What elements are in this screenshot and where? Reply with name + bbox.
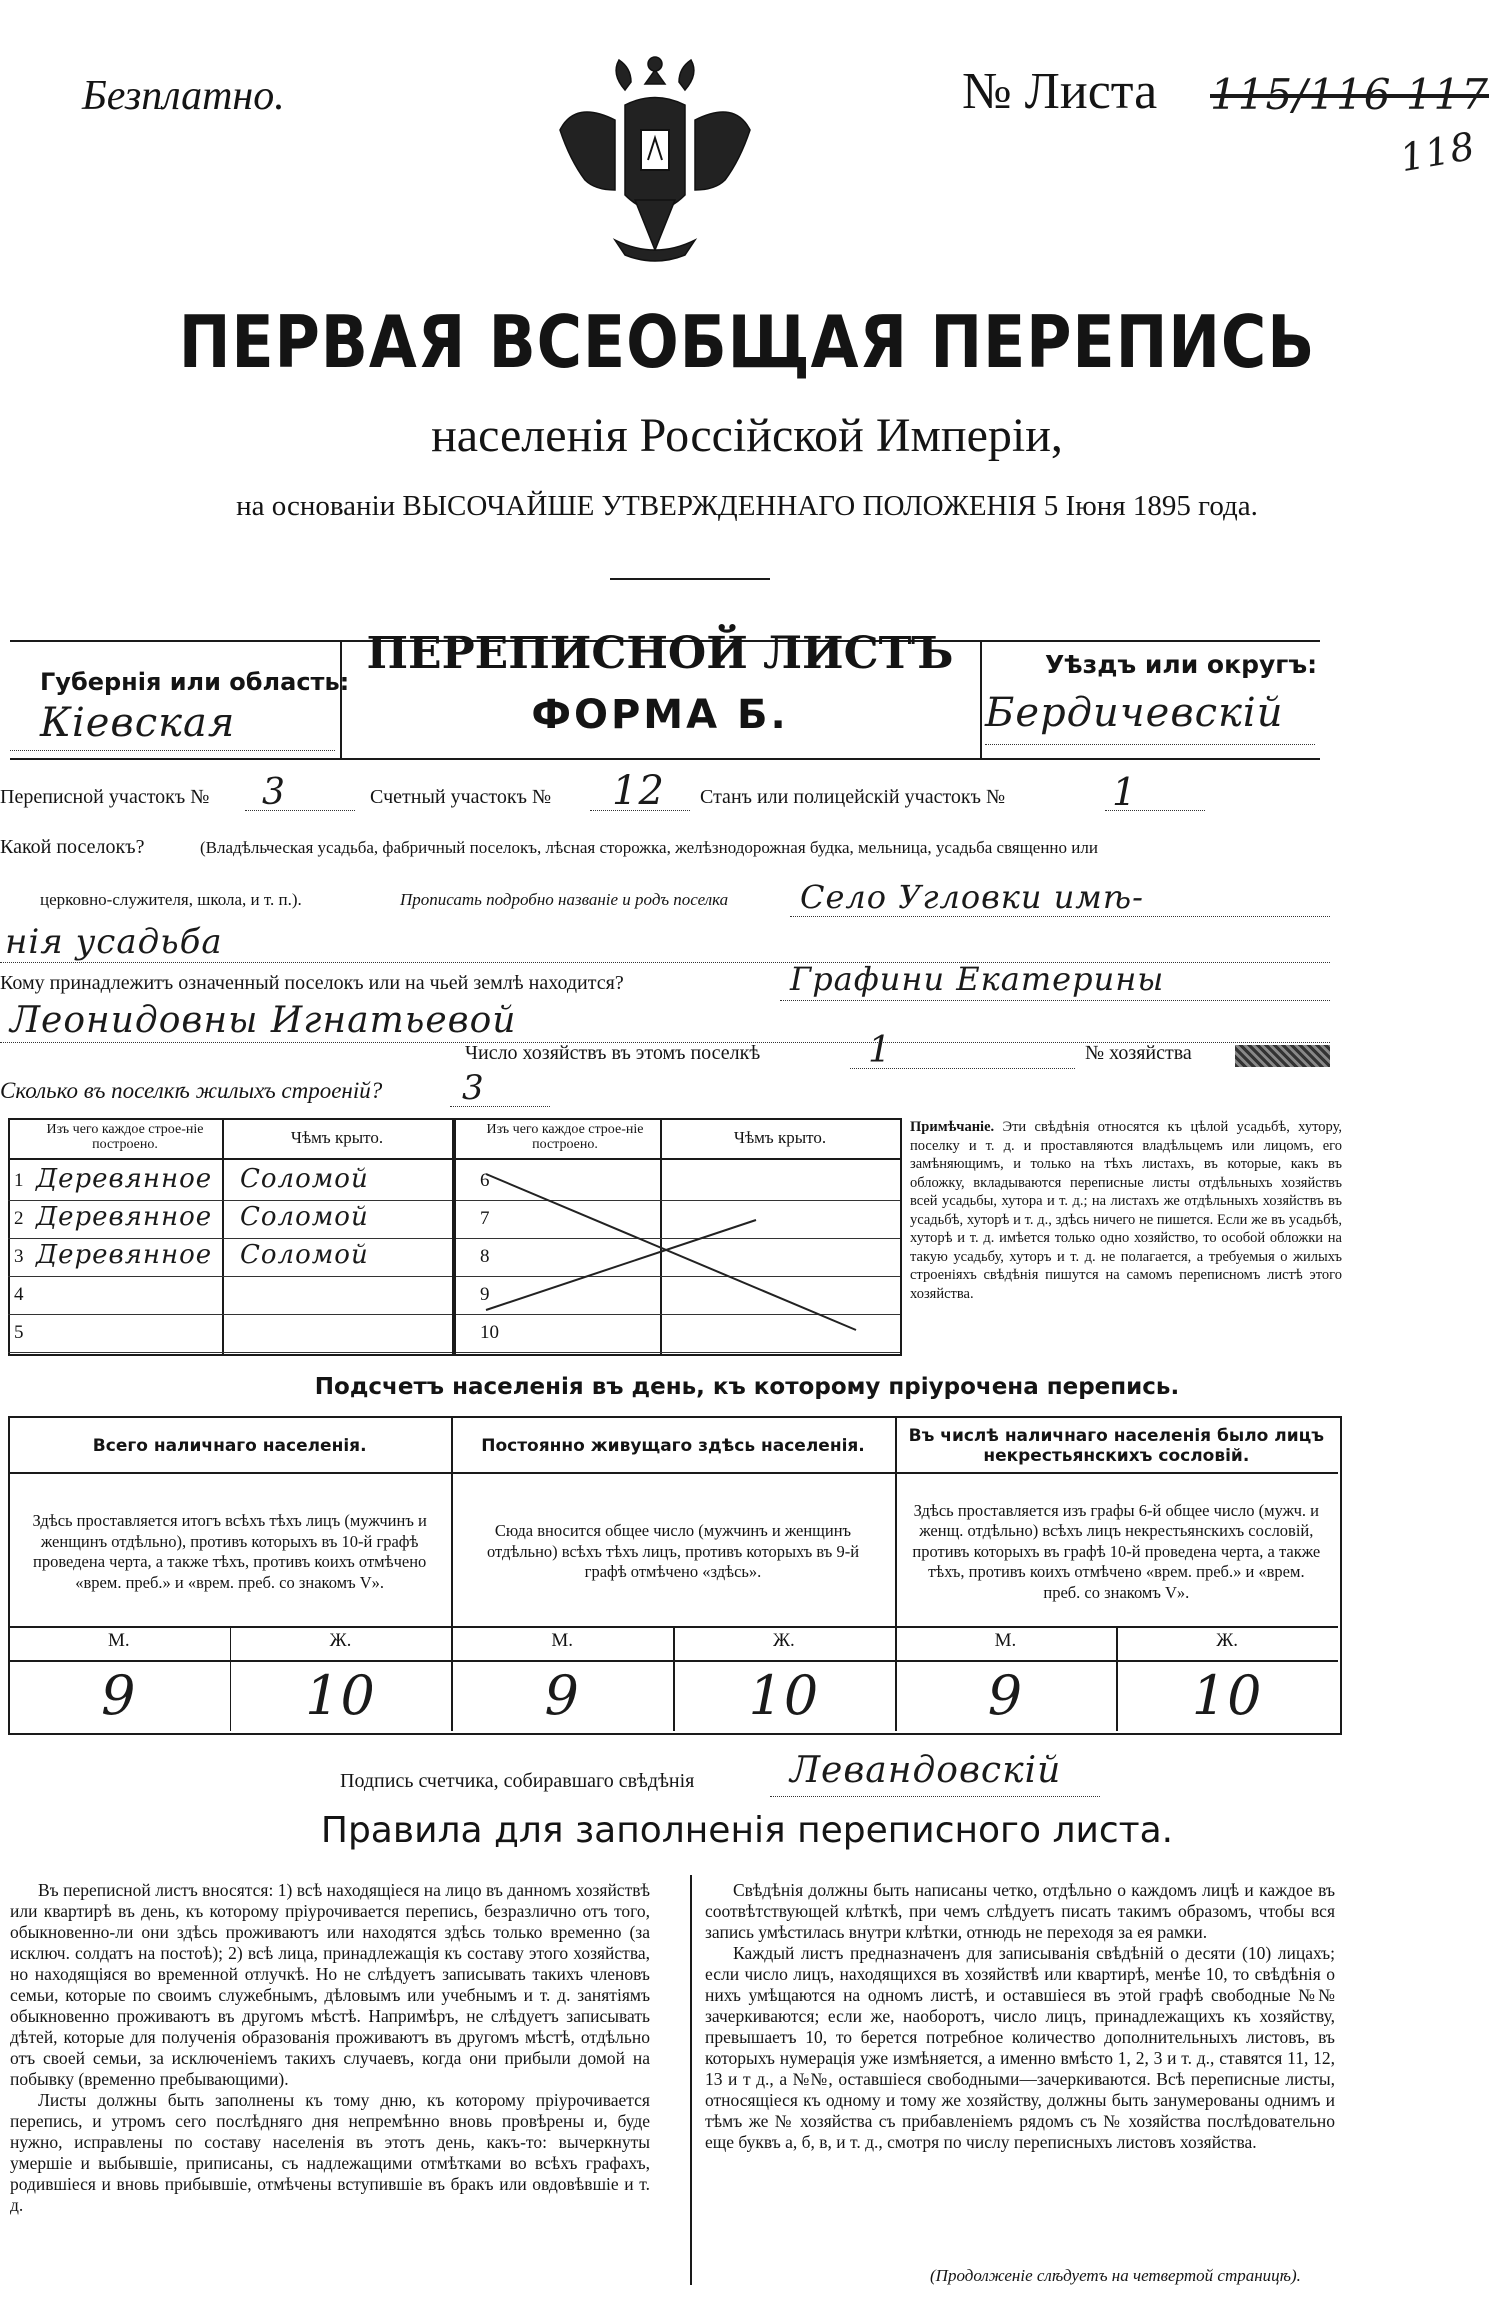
building-roof: Соломой bbox=[240, 1164, 369, 1194]
uchastok-dotline bbox=[245, 810, 355, 811]
count-title: Подсчетъ населенія въ день, къ которому пріурочена перепись. bbox=[314, 1374, 1180, 1400]
signature-dotline bbox=[770, 1796, 1100, 1797]
building-row bbox=[8, 1276, 452, 1315]
col-built-from-right: Изъ чего каждое строе-ніе построено. bbox=[486, 1122, 644, 1152]
poselok-dotline-1 bbox=[790, 916, 1330, 917]
count-col-head: Всего наличнаго населенія. bbox=[92, 1436, 367, 1456]
count-head-rule bbox=[451, 1472, 894, 1474]
form-header-bottom-rule bbox=[10, 758, 1320, 760]
poselok-hint-2: церковно-служителя, школа, и т. п.). bbox=[40, 890, 302, 909]
stan-label: Станъ или полицейскій участокъ № bbox=[700, 786, 1006, 808]
form-header-right-divider bbox=[980, 640, 982, 760]
note-block bbox=[910, 1118, 1342, 1303]
building-row bbox=[8, 1314, 452, 1353]
count-col-desc: Сюда вносится общее число (мужчинъ и женщинъ отдѣльно) всѣхъ тѣхъ лицъ, противъ которыхъ въ 9-й графѣ отмѣчено «здѣсь». bbox=[486, 1521, 860, 1582]
building-roof: Соломой bbox=[240, 1202, 369, 1232]
signature-label: Подпись счетчика, собиравшаго свѣдѣнія bbox=[340, 1770, 695, 1792]
guberniya-dotline bbox=[10, 750, 335, 751]
poselok-question: Какой поселокъ? bbox=[0, 836, 145, 858]
building-built-from: Деревянное bbox=[36, 1164, 213, 1194]
free-label: Безплатно. bbox=[82, 73, 285, 119]
count-m-label: М. bbox=[551, 1630, 573, 1651]
col-roof-right: Чѣмъ крыто. bbox=[733, 1128, 827, 1147]
building-row-number: 8 bbox=[480, 1246, 490, 1267]
count-col-head: Въ числѣ наличнаго населенія было лицъ некрестьянскихъ сословій. bbox=[908, 1426, 1325, 1466]
building-row-number: 3 bbox=[14, 1246, 24, 1267]
count-head-rule bbox=[8, 1472, 451, 1474]
count-col-desc: Здѣсь проставляется изъ графы 6-й общее число (мужч. и женщ. отдѣльно) всѣхъ лицъ некрестьянскихъ сословій, противъ которыхъ въ графѣ 10-й проведена черта, а также тѣхъ, противъ коихъ отмѣчено «врем. преб.» и «врем. преб. со знакомъ V». bbox=[912, 1500, 1321, 1602]
owner-dotline-1 bbox=[780, 1000, 1330, 1001]
building-row-number: 4 bbox=[14, 1284, 24, 1305]
schetny-label: Счетный участокъ № bbox=[370, 786, 552, 808]
note-text: Эти свѣдѣнія относятся къ цѣлой усадьбѣ, хутору, поселку и т. д. и проставляются владѣльцемъ или лицомъ, его замѣняющимъ, и только на тѣхъ листахъ, въ которые, какъ въ обложку, вкладываются переписные листы отдѣльныхъ хозяйствъ всей усадьбы, хутора и т. д.; на листахъ же отдѣльныхъ хозяйствъ въ усадьбѣ, хуторѣ и т. д., здѣсь ничего не пишется. Если же въ усадьбѣ, хуторѣ и т. д. имѣется только одно хозяйство, то особой обложки на такую усадьбу, хуторъ и т. д. не полагается, а требуемыя о жилыхъ строеніяхъ свѣдѣнія пишутся на самомъ переписномъ листѣ этого хозяйства. bbox=[910, 1119, 1342, 1302]
sheet-number-margin: 118 bbox=[1396, 123, 1479, 181]
household-no-redacted bbox=[1235, 1045, 1330, 1067]
count-m-label: М. bbox=[994, 1630, 1017, 1651]
owner-value-2: Леонидовны Игнатьевой bbox=[10, 1000, 517, 1041]
empty-rows-strikeout bbox=[456, 1160, 900, 1354]
list-title: ПЕРЕПИСНОЙ ЛИСТЪ bbox=[366, 628, 954, 679]
owner-value-1: Графини Екатерины bbox=[790, 960, 1165, 998]
count-m-value: 9 bbox=[544, 1664, 580, 1727]
col-built-from-left: Изъ чего каждое строе-ніе построено. bbox=[46, 1122, 204, 1152]
rules-right-p1: Свѣдѣнія должны быть написаны четко, отдѣльно о каждомъ лицѣ и каждое въ соотвѣтствующей клѣткѣ, при чемъ слѣдуетъ писать такимъ образомъ, чтобы вся запись умѣстилась внутри клѣтки, отнюдь не переходя за ея рамки. bbox=[705, 1880, 1335, 1942]
form-name: ФОРМА Б. bbox=[531, 692, 789, 738]
rules-title: Правила для заполненія переписного листа. bbox=[320, 1810, 1174, 1851]
building-row-number: 9 bbox=[480, 1284, 490, 1305]
col-roof-left: Чѣмъ крыто. bbox=[290, 1128, 384, 1147]
building-row-number: 1 bbox=[14, 1170, 24, 1191]
rules-left-p2: Листы должны быть заполнены къ тому дню, къ которому пріурочивается перепись, и утромъ сего послѣдняго дня непремѣнно вновь провѣрены и, буде нужно, исправлены по составу населенія въ этотъ день, какъ-то: вычеркнуты умершіе и выбывшіе, приписаны, съ надлежащими отмѣтками во всѣхъ графахъ, родившіеся и вновь прибывшіе, отмѣчены вступившіе въ бракъ или овдовѣвшіе и т. д. bbox=[10, 2090, 650, 2215]
uezd-label: Уѣздъ или округъ: bbox=[1045, 650, 1318, 679]
rules-right-column bbox=[705, 1880, 1335, 2153]
count-zh-value: 10 bbox=[305, 1664, 376, 1727]
rules-left-column bbox=[10, 1880, 650, 2216]
count-zh-label: Ж. bbox=[1216, 1630, 1239, 1651]
count-col-desc: Здѣсь проставляется итогъ всѣхъ тѣхъ лицъ (мужчинъ и женщинъ отдѣльно), противъ которыхъ въ 10-й графѣ проведена черта, а также тѣхъ, противъ коихъ отмѣчено «врем. преб.» и «врем. преб. со знакомъ V». bbox=[32, 1511, 427, 1592]
double-headed-eagle-emblem bbox=[555, 50, 755, 270]
building-row-number: 6 bbox=[480, 1170, 490, 1191]
stan-dotline bbox=[1105, 810, 1205, 811]
count-head-rule bbox=[895, 1472, 1338, 1474]
buildings-dotline bbox=[450, 1106, 550, 1107]
note-title: Примѣчаніе. bbox=[910, 1119, 995, 1135]
building-row-number: 5 bbox=[14, 1322, 24, 1343]
building-row-number: 10 bbox=[480, 1322, 499, 1343]
count-m-value: 9 bbox=[101, 1664, 137, 1727]
rules-divider bbox=[690, 1875, 692, 2285]
buildings-value: 3 bbox=[462, 1068, 485, 1108]
signature-value: Левандовскій bbox=[790, 1750, 1062, 1791]
building-built-from: Деревянное bbox=[36, 1202, 213, 1232]
uezd-dotline bbox=[985, 744, 1315, 745]
uchastok-label: Переписной участокъ № bbox=[0, 786, 210, 808]
households-dotline bbox=[850, 1068, 1075, 1069]
census-title: ПЕРВАЯ ВСЕОБЩАЯ ПЕРЕПИСЬ bbox=[178, 300, 1316, 384]
poselok-value-2: нія усадьба bbox=[5, 922, 223, 962]
poselok-value-1: Село Угловки имѣ- bbox=[800, 878, 1144, 916]
count-m-value: 9 bbox=[987, 1664, 1024, 1727]
guberniya-value: Кіевская bbox=[40, 700, 236, 746]
form-header-left-divider bbox=[340, 640, 342, 760]
rules-right-p2: Каждый листъ предназначенъ для записыванія свѣдѣній о десяти (10) лицахъ; если число лицъ, находящихся въ хозяйствѣ или квартирѣ, менѣе 10, то свѣдѣнія о нихъ умѣщаются на одномъ листѣ, и оставшіеся въ этой графѣ свободные №№ зачеркиваются; если же, наоборотъ, число лицъ, принадлежащихъ къ хозяйству, превышаетъ 10, то берется потребное количество дополнительныхъ листовъ, въ которыхъ нумерація уже измѣняется, а именно вмѣсто 1, 2, 3 и т. д., ставятся 11, 12, 13 и т д., а №№, оставшіеся свободными—зачеркиваются. Всѣ переписные листы, относящіеся къ одному и тому же хозяйству, должны быть занумерованы однимъ и тѣмъ же № хозяйства съ прибавленіемъ рядомъ съ № хозяйства послѣдовательно еще буквъ а, б, в, и т. д., смотря по числу переписныхъ листовъ хозяйства. bbox=[705, 1943, 1335, 2152]
count-zh-label: Ж. bbox=[329, 1630, 352, 1651]
households-label: Число хозяйствъ въ этомъ поселкѣ bbox=[465, 1042, 761, 1064]
poselok-instruction: Прописать подробно названіе и родъ поселка bbox=[400, 890, 729, 909]
rules-continued: (Продолженіе слѣдуетъ на четвертой страницѣ). bbox=[930, 2266, 1301, 2285]
uezd-value: Бердичевскій bbox=[985, 690, 1284, 736]
schetny-value: 12 bbox=[612, 768, 665, 814]
stan-value: 1 bbox=[1112, 770, 1138, 814]
owner-question: Кому принадлежитъ означенный поселокъ или на чьей землѣ находится? bbox=[0, 972, 624, 994]
census-basis: на основаніи ВЫСОЧАЙШЕ УТВЕРЖДЕННАГО ПОЛОЖЕНІЯ 5 Іюня 1895 года. bbox=[236, 490, 1258, 522]
count-col-head: Постоянно живущаго здѣсь населенія. bbox=[481, 1436, 865, 1456]
sheet-number-handwritten: 115/116 117 bbox=[1210, 70, 1489, 119]
sheet-number-label: № Листа bbox=[962, 63, 1158, 120]
count-m-label: М. bbox=[108, 1630, 130, 1651]
count-zh-label: Ж. bbox=[772, 1630, 795, 1651]
count-zh-value: 10 bbox=[748, 1664, 820, 1727]
rules-left-p1: Въ переписной листъ вносятся: 1) всѣ находящіеся на лицо въ данномъ хозяйствѣ или квартирѣ въ день, къ которому пріурочивается перепись, безразлично отъ того, обыкновенно-ли они здѣсь проживаютъ или находятся здѣсь только временно (за исключ. солдатъ на постоѣ); 2) всѣ лица, принадлежащія къ составу этого хозяйства, но находящіяся во временной отлучкѣ. Но не слѣдуетъ записывать такихъ членовъ семьи, которые по своимъ служебнымъ, дѣловымъ или учебнымъ и т. д. занятіямъ обыкновенно проживаютъ въ другомъ мѣстѣ. Напримѣръ, не слѣдуетъ записывать дѣтей, которые для полученія образованія проживаютъ въ другомъ мѣстѣ, отдѣльно отъ своей семьи, за исключеніемъ такихъ случаевъ, когда они прибыли домой на побывку (временно пребывающими). bbox=[10, 1880, 650, 2089]
building-built-from: Деревянное bbox=[36, 1240, 213, 1270]
uchastok-value: 3 bbox=[262, 772, 286, 813]
households-value: 1 bbox=[868, 1030, 892, 1071]
census-subtitle: населенія Россійской Имперіи, bbox=[431, 409, 1063, 462]
count-zh-value: 10 bbox=[1191, 1664, 1263, 1727]
poselok-hint: (Владѣльческая усадьба, фабричный поселокъ, лѣсная сторожка, желѣзнодорожная будка, мельница, усадьба священно или bbox=[200, 838, 1098, 857]
building-row-number: 7 bbox=[480, 1208, 490, 1229]
guberniya-label: Губернія или область: bbox=[40, 668, 350, 696]
divider bbox=[610, 578, 770, 580]
building-roof: Соломой bbox=[240, 1240, 369, 1270]
household-no-label: № хозяйства bbox=[1085, 1042, 1192, 1064]
buildings-question: Сколько въ поселкѣ жилыхъ строеній? bbox=[0, 1078, 383, 1103]
building-row-number: 2 bbox=[14, 1208, 24, 1229]
schetny-dotline bbox=[590, 810, 690, 811]
